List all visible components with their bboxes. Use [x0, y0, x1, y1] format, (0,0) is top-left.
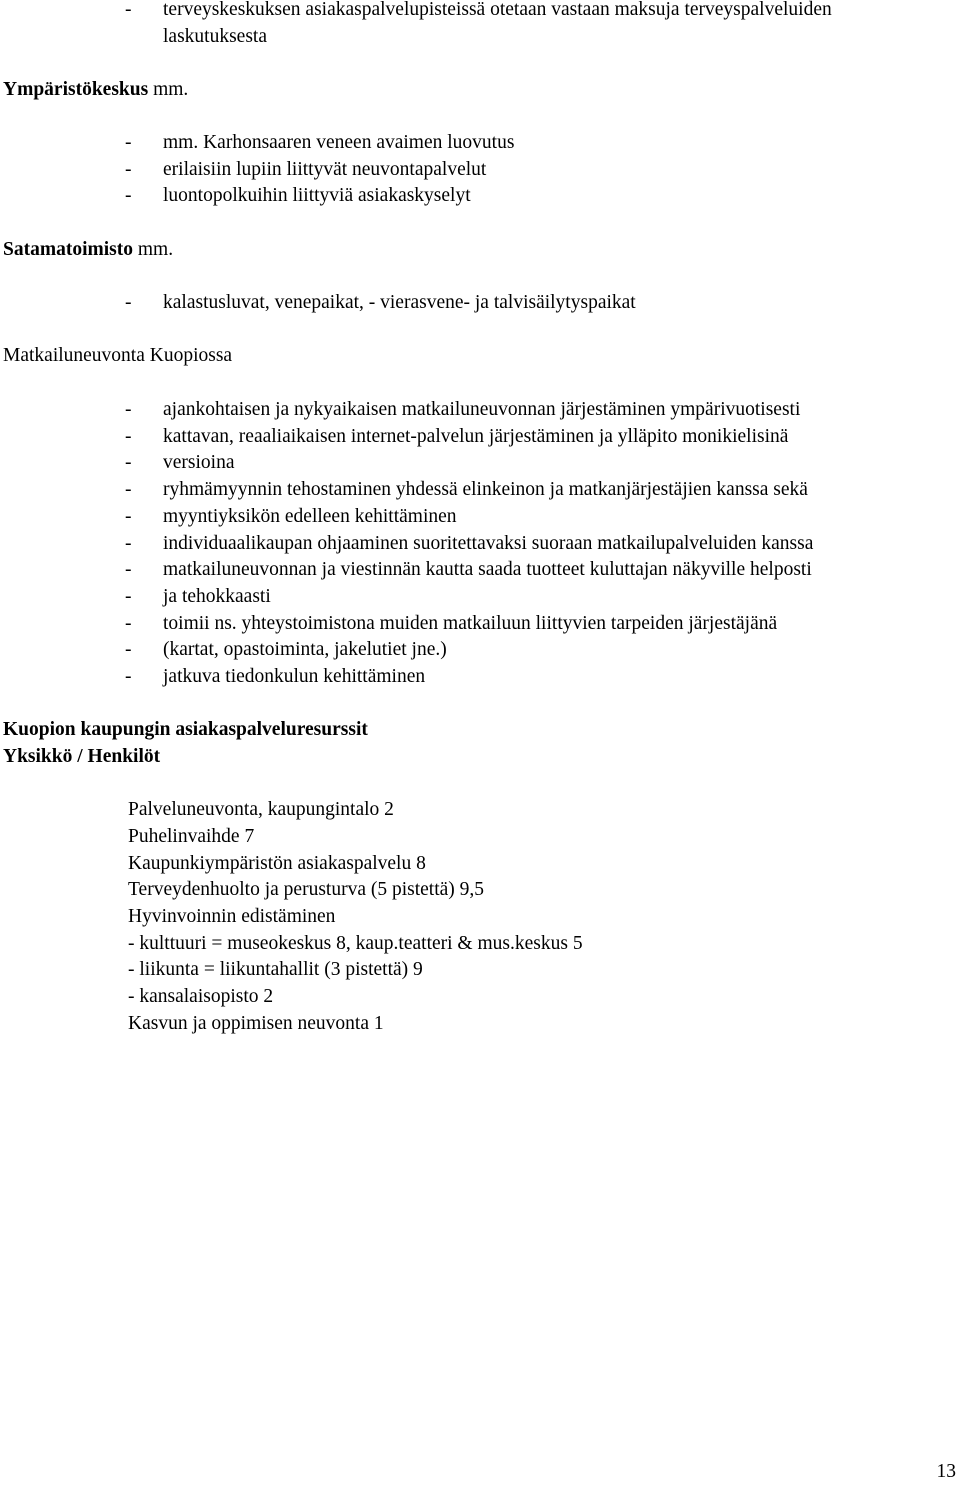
resource-line: Kasvun ja oppimisen neuvonta 1	[128, 1013, 384, 1034]
list-item: ajankohtaisen ja nykyaikaisen matkailuneuvonnan järjestäminen ympärivuotisesti	[163, 399, 801, 420]
list-dash: -	[125, 426, 132, 447]
list-dash: -	[125, 399, 132, 420]
heading-plain-part: mm.	[133, 239, 174, 260]
list-dash: -	[125, 613, 132, 634]
page-number: 13	[936, 1461, 956, 1482]
section-heading: Matkailuneuvonta Kuopiossa	[3, 345, 233, 366]
list-dash: -	[125, 559, 132, 580]
resource-line: Hyvinvoinnin edistäminen	[128, 906, 336, 927]
list-dash: -	[125, 0, 132, 20]
resource-line: - liikunta = liikuntahallit (3 pistettä) 9	[128, 959, 423, 980]
section-heading	[3, 77, 188, 104]
list-item: myyntiyksikön edelleen kehittäminen	[163, 506, 457, 527]
heading-plain-part: mm.	[148, 79, 189, 100]
section-heading: Kuopion kaupungin asiakaspalveluresurssit	[3, 719, 368, 740]
list-dash: -	[125, 292, 132, 313]
section-heading	[3, 237, 173, 264]
list-item: (kartat, opastoiminta, jakelutiet jne.)	[163, 639, 447, 660]
list-item: terveyskeskuksen asiakaspalvelupisteissä otetaan vastaan maksuja terveyspalveluiden	[163, 0, 832, 20]
list-item: matkailuneuvonnan ja viestinnän kautta saada tuotteet kuluttajan näkyville helposti	[163, 559, 812, 580]
resource-line: Kaupunkiympäristön asiakaspalvelu 8	[128, 853, 426, 874]
heading-bold-part: Satamatoimisto	[3, 239, 133, 260]
list-item: versioina	[163, 452, 235, 473]
list-dash: -	[125, 185, 132, 206]
section-subheading: Yksikkö / Henkilöt	[3, 746, 161, 767]
list-item: erilaisiin lupiin liittyvät neuvontapalvelut	[163, 159, 487, 180]
list-item: jatkuva tiedonkulun kehittäminen	[163, 666, 426, 687]
list-dash: -	[125, 533, 132, 554]
list-item: kattavan, reaaliaikaisen internet-palvelun järjestäminen ja ylläpito monikielisinä	[163, 426, 789, 447]
resource-line: - kulttuuri = museokeskus 8, kaup.teatteri & mus.keskus 5	[128, 933, 583, 954]
list-item: ja tehokkaasti	[163, 586, 271, 607]
list-item: mm. Karhonsaaren veneen avaimen luovutus	[163, 132, 515, 153]
list-dash: -	[125, 506, 132, 527]
list-item: kalastusluvat, venepaikat, - vierasvene- ja talvisäilytyspaikat	[163, 292, 636, 313]
list-dash: -	[125, 452, 132, 473]
list-dash: -	[125, 586, 132, 607]
list-dash: -	[125, 132, 132, 153]
list-dash: -	[125, 159, 132, 180]
list-item: luontopolkuihin liittyviä asiakaskyselyt	[163, 185, 471, 206]
list-dash: -	[125, 479, 132, 500]
list-item: toimii ns. yhteystoimistona muiden matkailuun liittyvien tarpeiden järjestäjänä	[163, 613, 778, 634]
list-item: individuaalikaupan ohjaaminen suoritettavaksi suoraan matkailupalveluiden kanssa	[163, 533, 814, 554]
list-dash: -	[125, 639, 132, 660]
resource-line: Palveluneuvonta, kaupungintalo 2	[128, 799, 394, 820]
list-dash: -	[125, 666, 132, 687]
list-item: ryhmämyynnin tehostaminen yhdessä elinkeinon ja matkanjärjestäjien kanssa sekä	[163, 479, 808, 500]
heading-bold-part: Ympäristökeskus	[3, 79, 149, 100]
resource-line: - kansalaisopisto 2	[128, 986, 274, 1007]
resource-line: Terveydenhuolto ja perusturva (5 pistettä) 9,5	[128, 879, 485, 900]
list-item-continuation: laskutuksesta	[163, 26, 267, 47]
resource-line: Puhelinvaihde 7	[128, 826, 255, 847]
